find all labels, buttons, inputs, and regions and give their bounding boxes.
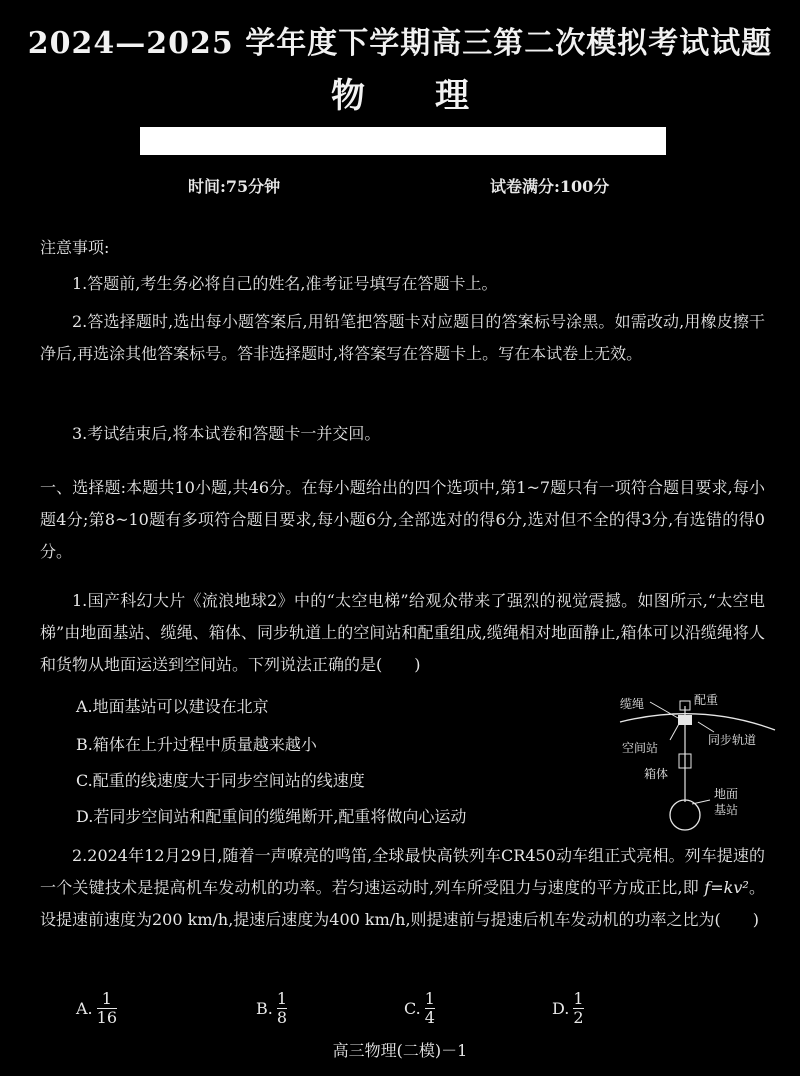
label-box: 箱体 (644, 767, 669, 781)
fraction: $\frac{1}{4}$ (424, 989, 435, 1027)
fraction: $\frac{1}{8}$ (276, 989, 288, 1027)
q2-option-d: D. $\frac{1}{2}$ (552, 989, 584, 1027)
space-station-shape (678, 715, 692, 725)
notes-item-3: 3.考试结束后,将本试卷和答题卡一并交回。 (72, 424, 381, 443)
q2-formula: f=kv² (704, 878, 749, 897)
space-elevator-diagram (610, 690, 780, 840)
label-station: 空间站 (622, 741, 659, 755)
question-1-stem: 1.国产科幻大片《流浪地球2》中的“太空电梯”给观众带来了强烈的视觉震撼。如图所示,“太空电梯”由地面基站、缆绳、箱体、同步轨道上的空间站和配重组成,缆绳相对地面静止,箱体可以沿缆绳将人和货物从地面运送到空间站。下列说法正确的是( ) (40, 591, 765, 674)
question-2-stem (40, 840, 765, 936)
section-intro: 一、选择题:本题共10小题,共46分。在每小题给出的四个选项中,第1~7题只有一项符合题目要求,每小题4分;第8~10题有多项符合题目要求,每小题6分,全部选对的得6分,选对但不全的得3分,有选错的得0分。 (40, 478, 765, 561)
exam-score: 试卷满分:100分 (490, 177, 610, 196)
notes-heading: 注意事项: (40, 238, 110, 257)
redaction-bar (140, 127, 666, 155)
fraction: $\frac{1}{2}$ (573, 989, 584, 1027)
notes-item-1: 1.答题前,考生务必将自己的姓名,准考证号填写在答题卡上。 (72, 274, 498, 293)
label-counterweight: 配重 (694, 693, 719, 707)
exam-time: 时间:75分钟 (188, 177, 281, 196)
notes-item-2: 2.答选择题时,选出每小题答案后,用铅笔把答题卡对应题目的答案标号涂黑。如需改动,用橡皮擦干净后,再选涂其他答案标号。答非选择题时,将答案写在答题卡上。写在本试卷上无效。 (40, 312, 765, 363)
label-base-2: 基站 (714, 803, 739, 817)
label-cable: 缆绳 (620, 697, 645, 711)
q1-option-b: B.箱体在上升过程中质量越来越小 (76, 735, 317, 754)
label-base-1: 地面 (714, 787, 739, 801)
label-orbit: 同步轨道 (708, 733, 757, 747)
q1-option-c: C.配重的线速度大于同步空间站的线速度 (76, 771, 365, 790)
fraction: $\frac{1}{16}$ (96, 989, 117, 1027)
q2-option-b: B. $\frac{1}{8}$ (256, 989, 288, 1027)
earth-shape (670, 800, 700, 830)
q2-option-a: A. $\frac{1}{16}$ (76, 989, 117, 1027)
page-footer: 高三物理(二模)－1 (332, 1041, 468, 1060)
q2-stem-before: 2.2024年12月29日,随着一声嘹亮的鸣笛,全球最快高铁列车CR450动车组正式亮相。列车提速的一个关键技术是提高机车发动机的功率。若匀速运动时,列车所受阻力与速度的平方成正比,即 (40, 846, 765, 897)
subject-title: 物理 (331, 76, 539, 116)
q1-option-a: A.地面基站可以建设在北京 (76, 697, 269, 716)
q1-option-d: D.若同步空间站和配重间的缆绳断开,配重将做向心运动 (76, 807, 467, 826)
exam-title: 2024—2025 学年度下学期高三第二次模拟考试试题 (27, 26, 773, 61)
q2-option-c: C. $\frac{1}{4}$ (404, 989, 435, 1027)
q2-stem-after: 。设提速前速度为200 km/h,提速后速度为400 km/h,则提速前与提速后机车发动机的功率之比为( ) (40, 878, 765, 929)
